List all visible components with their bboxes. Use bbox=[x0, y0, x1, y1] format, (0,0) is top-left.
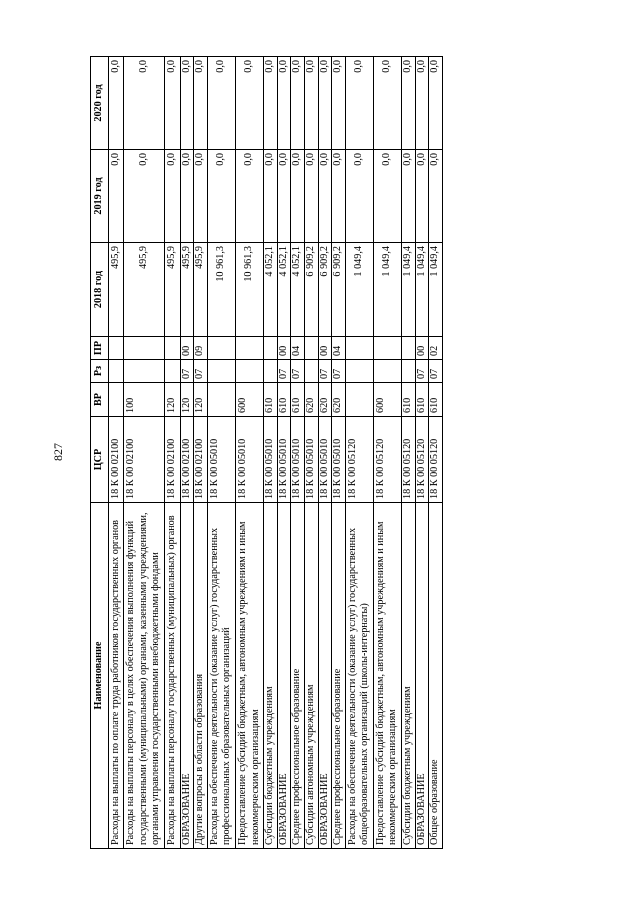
row-2020: 0,0 bbox=[318, 57, 332, 150]
row-2019: 0,0 bbox=[124, 150, 165, 243]
row-rz: 07 bbox=[194, 360, 208, 383]
row-name: Предоставление субсидий бюджетным, автономным учреждениям и иным некоммерческим организациям bbox=[373, 503, 401, 849]
header-rz: Рз bbox=[91, 360, 109, 383]
row-csr: 18 К 00 05010 bbox=[291, 417, 305, 503]
row-rz bbox=[124, 360, 165, 383]
row-csr: 18 К 00 02100 bbox=[180, 417, 194, 503]
row-pr bbox=[402, 337, 416, 360]
row-vr: 610 bbox=[402, 383, 416, 417]
row-2020: 0,0 bbox=[345, 57, 373, 150]
row-rz: 07 bbox=[180, 360, 194, 383]
row-rz: 07 bbox=[332, 360, 346, 383]
row-csr: 18 К 00 05010 bbox=[277, 417, 291, 503]
row-name: Другие вопросы в области образования bbox=[194, 503, 208, 849]
row-csr: 18 К 00 05010 bbox=[332, 417, 346, 503]
row-vr: 120 bbox=[164, 383, 180, 417]
row-2018: 4 052,1 bbox=[264, 243, 278, 337]
row-2018: 6 909,2 bbox=[304, 243, 318, 337]
row-2020: 0,0 bbox=[235, 57, 263, 150]
row-name: ОБРАЗОВАНИЕ bbox=[415, 503, 429, 849]
row-2020: 0,0 bbox=[415, 57, 429, 150]
row-2020: 0,0 bbox=[402, 57, 416, 150]
header-name: Наименование bbox=[91, 503, 109, 849]
row-name: ОБРАЗОВАНИЕ bbox=[318, 503, 332, 849]
table-header-row bbox=[91, 57, 109, 849]
row-name: Расходы на обеспечение деятельности (оказание услуг) государственных общеобразовательных организаций (школы-интернаты) bbox=[345, 503, 373, 849]
table-row bbox=[332, 57, 346, 849]
table-row bbox=[373, 57, 401, 849]
header-pr: ПР bbox=[91, 337, 109, 360]
row-csr: 18 К 00 02100 bbox=[108, 417, 124, 503]
row-csr: 18 К 00 05120 bbox=[373, 417, 401, 503]
row-name: ОБРАЗОВАНИЕ bbox=[277, 503, 291, 849]
row-vr: 610 bbox=[264, 383, 278, 417]
row-2020: 0,0 bbox=[264, 57, 278, 150]
row-vr: 120 bbox=[180, 383, 194, 417]
row-vr: 620 bbox=[332, 383, 346, 417]
row-2019: 0,0 bbox=[304, 150, 318, 243]
row-csr: 18 К 00 05010 bbox=[235, 417, 263, 503]
row-pr bbox=[373, 337, 401, 360]
row-2020: 0,0 bbox=[291, 57, 305, 150]
row-vr: 610 bbox=[291, 383, 305, 417]
budget-table bbox=[90, 56, 443, 849]
row-csr: 18 К 00 05010 bbox=[207, 417, 235, 503]
row-csr: 18 К 00 05010 bbox=[264, 417, 278, 503]
row-csr: 18 К 00 05120 bbox=[429, 417, 443, 503]
row-2018: 1 049,4 bbox=[373, 243, 401, 337]
row-rz bbox=[108, 360, 124, 383]
row-2019: 0,0 bbox=[429, 150, 443, 243]
row-csr: 18 К 00 02100 bbox=[194, 417, 208, 503]
row-rz bbox=[264, 360, 278, 383]
row-2019: 0,0 bbox=[332, 150, 346, 243]
row-2020: 0,0 bbox=[194, 57, 208, 150]
rotated-page-content bbox=[90, 57, 553, 849]
row-2020: 0,0 bbox=[124, 57, 165, 150]
row-rz: 07 bbox=[291, 360, 305, 383]
table-row bbox=[304, 57, 318, 849]
row-2018: 1 049,4 bbox=[415, 243, 429, 337]
row-rz: 07 bbox=[277, 360, 291, 383]
row-name: Субсидии автономным учреждениям bbox=[304, 503, 318, 849]
row-2019: 0,0 bbox=[318, 150, 332, 243]
row-pr: 00 bbox=[415, 337, 429, 360]
row-pr bbox=[264, 337, 278, 360]
row-vr: 620 bbox=[304, 383, 318, 417]
row-2020: 0,0 bbox=[332, 57, 346, 150]
row-vr bbox=[345, 383, 373, 417]
row-2018: 4 052,1 bbox=[291, 243, 305, 337]
row-name: Общее образование bbox=[429, 503, 443, 849]
row-pr: 02 bbox=[429, 337, 443, 360]
table-row bbox=[277, 57, 291, 849]
row-pr: 00 bbox=[277, 337, 291, 360]
row-2020: 0,0 bbox=[277, 57, 291, 150]
row-rz: 07 bbox=[429, 360, 443, 383]
row-2018: 4 052,1 bbox=[277, 243, 291, 337]
row-rz bbox=[207, 360, 235, 383]
table-row bbox=[235, 57, 263, 849]
row-2019: 0,0 bbox=[373, 150, 401, 243]
row-vr bbox=[108, 383, 124, 417]
table-row bbox=[415, 57, 429, 849]
table-row bbox=[108, 57, 124, 849]
row-csr: 18 К 00 05010 bbox=[318, 417, 332, 503]
row-csr: 18 К 00 05120 bbox=[345, 417, 373, 503]
row-2020: 0,0 bbox=[207, 57, 235, 150]
row-2019: 0,0 bbox=[415, 150, 429, 243]
row-name: Расходы на выплаты персоналу в целях обеспечения выполнения функций государственными (муниципальными) органами, казенными учреждениями, органами управления государственными внебюджетными фондами bbox=[124, 503, 165, 849]
row-2019: 0,0 bbox=[235, 150, 263, 243]
row-2020: 0,0 bbox=[108, 57, 124, 150]
row-2019: 0,0 bbox=[108, 150, 124, 243]
table-row bbox=[194, 57, 208, 849]
row-2019: 0,0 bbox=[264, 150, 278, 243]
row-2019: 0,0 bbox=[164, 150, 180, 243]
header-2018: 2018 год bbox=[91, 243, 109, 337]
row-rz bbox=[304, 360, 318, 383]
row-name: Среднее профессиональное образование bbox=[291, 503, 305, 849]
row-2018: 10 961,3 bbox=[235, 243, 263, 337]
row-vr: 610 bbox=[277, 383, 291, 417]
row-rz bbox=[164, 360, 180, 383]
row-pr bbox=[304, 337, 318, 360]
row-2020: 0,0 bbox=[304, 57, 318, 150]
row-2018: 6 909,2 bbox=[318, 243, 332, 337]
row-name: Субсидии бюджетным учреждениям bbox=[264, 503, 278, 849]
row-2018: 495,9 bbox=[194, 243, 208, 337]
row-vr: 100 bbox=[124, 383, 165, 417]
row-pr bbox=[235, 337, 263, 360]
row-vr bbox=[207, 383, 235, 417]
header-2020: 2020 год bbox=[91, 57, 109, 150]
row-2018: 495,9 bbox=[124, 243, 165, 337]
row-name: Расходы на обеспечение деятельности (оказание услуг) государственных профессиональных образовательных организаций bbox=[207, 503, 235, 849]
table-row bbox=[402, 57, 416, 849]
row-2019: 0,0 bbox=[180, 150, 194, 243]
row-vr: 120 bbox=[194, 383, 208, 417]
row-name: Расходы на выплаты по оплате труда работников государственных органов bbox=[108, 503, 124, 849]
row-pr bbox=[108, 337, 124, 360]
header-vr: ВР bbox=[91, 383, 109, 417]
row-2019: 0,0 bbox=[194, 150, 208, 243]
table-row bbox=[264, 57, 278, 849]
row-2018: 1 049,4 bbox=[429, 243, 443, 337]
row-2018: 1 049,4 bbox=[402, 243, 416, 337]
row-pr: 09 bbox=[194, 337, 208, 360]
row-rz bbox=[235, 360, 263, 383]
row-2018: 10 961,3 bbox=[207, 243, 235, 337]
table-row bbox=[429, 57, 443, 849]
row-rz bbox=[373, 360, 401, 383]
table-row bbox=[291, 57, 305, 849]
row-2018: 495,9 bbox=[108, 243, 124, 337]
header-csr: ЦСР bbox=[91, 417, 109, 503]
page-number: 827 bbox=[51, 443, 65, 461]
row-csr: 18 К 00 05120 bbox=[402, 417, 416, 503]
row-vr: 600 bbox=[235, 383, 263, 417]
row-pr: 00 bbox=[180, 337, 194, 360]
row-pr: 04 bbox=[332, 337, 346, 360]
row-2018: 495,9 bbox=[180, 243, 194, 337]
row-2019: 0,0 bbox=[277, 150, 291, 243]
row-name: Расходы на выплаты персоналу государственных (муниципальных) органов bbox=[164, 503, 180, 849]
row-2018: 1 049,4 bbox=[345, 243, 373, 337]
row-vr: 600 bbox=[373, 383, 401, 417]
row-pr bbox=[207, 337, 235, 360]
row-pr: 04 bbox=[291, 337, 305, 360]
row-rz bbox=[345, 360, 373, 383]
row-2019: 0,0 bbox=[402, 150, 416, 243]
row-2018: 495,9 bbox=[164, 243, 180, 337]
row-2020: 0,0 bbox=[180, 57, 194, 150]
row-csr: 18 К 00 02100 bbox=[124, 417, 165, 503]
row-2019: 0,0 bbox=[291, 150, 305, 243]
row-vr: 610 bbox=[429, 383, 443, 417]
row-pr bbox=[345, 337, 373, 360]
row-rz: 07 bbox=[318, 360, 332, 383]
row-csr: 18 К 00 05010 bbox=[304, 417, 318, 503]
table-row bbox=[207, 57, 235, 849]
row-name: Предоставление субсидий бюджетным, автономным учреждениям и иным некоммерческим организациям bbox=[235, 503, 263, 849]
row-csr: 18 К 00 02100 bbox=[164, 417, 180, 503]
row-name: Среднее профессиональное образование bbox=[332, 503, 346, 849]
row-2020: 0,0 bbox=[429, 57, 443, 150]
table-row bbox=[164, 57, 180, 849]
row-2018: 6 909,2 bbox=[332, 243, 346, 337]
row-2020: 0,0 bbox=[373, 57, 401, 150]
row-2019: 0,0 bbox=[207, 150, 235, 243]
row-name: Субсидии бюджетным учреждениям bbox=[402, 503, 416, 849]
row-csr: 18 К 00 05120 bbox=[415, 417, 429, 503]
table-row bbox=[318, 57, 332, 849]
row-pr: 00 bbox=[318, 337, 332, 360]
table-row bbox=[180, 57, 194, 849]
table-row bbox=[345, 57, 373, 849]
row-2019: 0,0 bbox=[345, 150, 373, 243]
row-pr bbox=[124, 337, 165, 360]
row-2020: 0,0 bbox=[164, 57, 180, 150]
row-pr bbox=[164, 337, 180, 360]
row-rz bbox=[402, 360, 416, 383]
header-2019: 2019 год bbox=[91, 150, 109, 243]
table-row bbox=[124, 57, 165, 849]
row-vr: 620 bbox=[318, 383, 332, 417]
row-name: ОБРАЗОВАНИЕ bbox=[180, 503, 194, 849]
row-rz: 07 bbox=[415, 360, 429, 383]
row-vr: 610 bbox=[415, 383, 429, 417]
